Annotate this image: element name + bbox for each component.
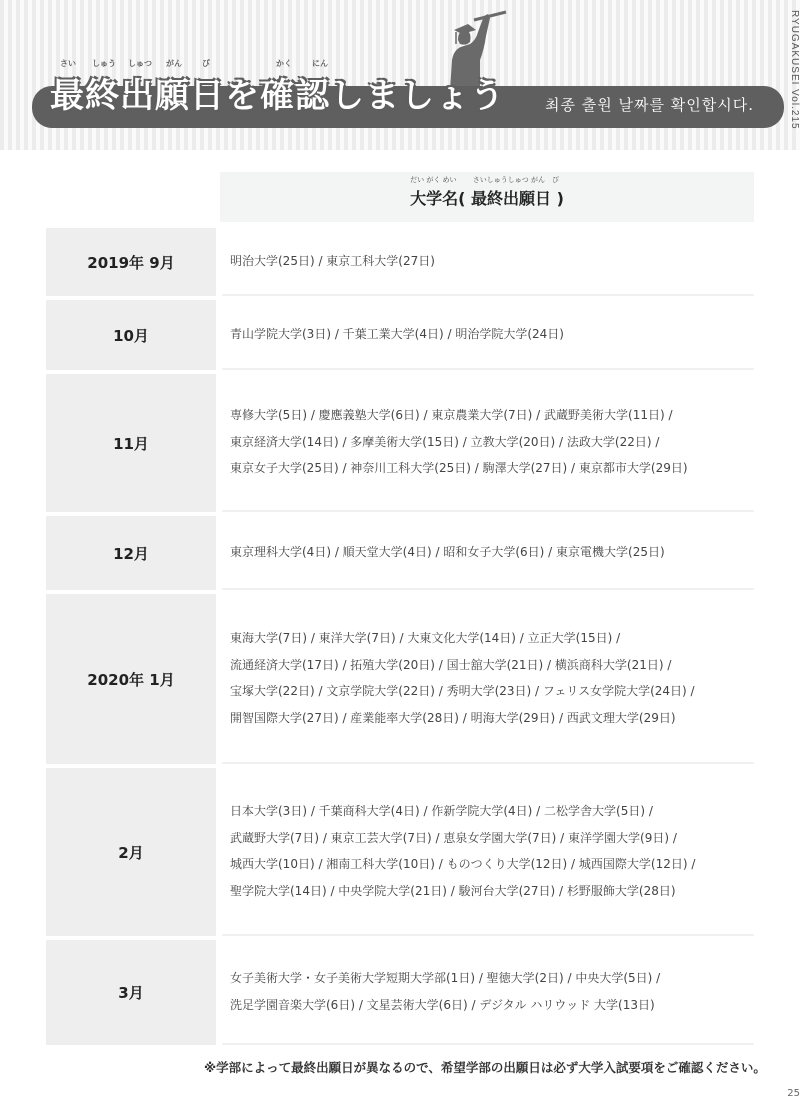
university-line: 宝塚大学(22日) / 文京学院大学(22日) / 秀明大学(23日) / フェリス女学院大学(24日) / [230, 684, 695, 698]
table-row [46, 228, 754, 296]
month-cell: 10月 [46, 300, 216, 370]
month-cell: 11月 [46, 374, 216, 512]
university-line: 洗足学園音楽大学(6日) / 文星芸術大学(6日) / デジタル ハリウッド 大学(13日) [230, 997, 655, 1012]
university-cell [222, 768, 754, 936]
university-cell [222, 594, 754, 764]
ruby: にん [312, 59, 328, 68]
table-row [46, 300, 754, 370]
ruby: び [202, 59, 210, 68]
page-title: 最終出願日を確認しましょう [50, 76, 505, 116]
ruby: しゅう [92, 59, 116, 68]
university-line: 青山学院大学(3日) / 千葉工業大学(4日) / 明治学院大学(24日) [230, 326, 564, 341]
table-row [46, 768, 754, 936]
university-line: 東京理科大学(4日) / 順天堂大学(4日) / 昭和女子大学(6日) / 東京電機大学(25日) [230, 544, 665, 559]
university-line: 東京経済大学(14日) / 多摩美術大学(15日) / 立教大学(20日) / 法政大学(22日) / [230, 434, 660, 449]
university-cell [222, 300, 754, 370]
university-line: 東京女子大学(25日) / 神奈川工科大学(25日) / 駒澤大学(27日) / 東京都市大学(29日) [230, 461, 688, 476]
table-row [46, 374, 754, 512]
ruby: さい [60, 59, 76, 68]
table-row [46, 594, 754, 764]
month-cell: 2月 [46, 768, 216, 936]
university-line: 武蔵野大学(7日) / 東京工芸大学(7日) / 恵泉女学園大学(7日) / 東洋学園大学(9日) / [230, 830, 677, 845]
university-line: 開智国際大学(27日) / 産業能率大学(28日) / 明海大学(29日) / 西武文理大学(29日) [230, 710, 676, 725]
month-cell: 2020年 1月 [46, 594, 216, 764]
university-line: 東海大学(7日) / 東洋大学(7日) / 大東文化大学(14日) / 立正大学(15日) / [230, 631, 621, 645]
column-header-label: 大学名( 最終出願日 ) [410, 188, 564, 208]
university-line: 流通経済大学(17日) / 拓殖大学(20日) / 国士舘大学(21日) / 横浜商科大学(21日) / [230, 657, 672, 672]
university-line: 聖学院大学(14日) / 中央学院大学(21日) / 駿河台大学(27日) / 杉野服飾大学(28日) [230, 883, 676, 898]
university-line: 日本大学(3日) / 千葉商科大学(4日) / 作新学院大学(4日) / 二松学舎大学(5日) / [230, 804, 653, 818]
page-number: 25 [787, 1088, 800, 1099]
column-header [220, 172, 754, 222]
month-cell: 2019年 9月 [46, 228, 216, 296]
korean-subtitle: 최종 출원 날짜를 확인합시다. [545, 96, 754, 114]
month-cell: 12月 [46, 516, 216, 590]
university-cell [222, 940, 754, 1045]
university-line: 明治大学(25日) / 東京工科大学(27日) [230, 253, 435, 268]
column-header-ruby: だい がく めい さいしゅうしゅつ がん び [410, 175, 560, 184]
university-cell [222, 228, 754, 296]
header-banner [0, 0, 800, 150]
university-cell [222, 374, 754, 512]
table-row [46, 516, 754, 590]
table-row [46, 940, 754, 1045]
ruby: しゅつ [128, 59, 152, 68]
university-line: 女子美術大学・女子美術大学短期大学部(1日) / 聖徳大学(2日) / 中央大学(5日) / [230, 971, 661, 985]
ruby: かく [276, 59, 292, 68]
university-line: 専修大学(5日) / 慶應義塾大学(6日) / 東京農業大学(7日) / 武蔵野美術大学(11日) / [230, 408, 673, 423]
footnote: ※学部によって最終出願日が異なるので、希望学部の出願日は必ず大学入試要項をご確認ください。 [204, 1060, 766, 1075]
ruby: がん [166, 59, 182, 68]
month-cell: 3月 [46, 940, 216, 1045]
magazine-volume-label: RYUGAKUSEI Vol.215 [789, 10, 800, 130]
university-line: 城西大学(10日) / 湘南工科大学(10日) / ものつくり大学(12日) / 城西国際大学(12日) / [230, 857, 696, 871]
university-cell [222, 516, 754, 590]
